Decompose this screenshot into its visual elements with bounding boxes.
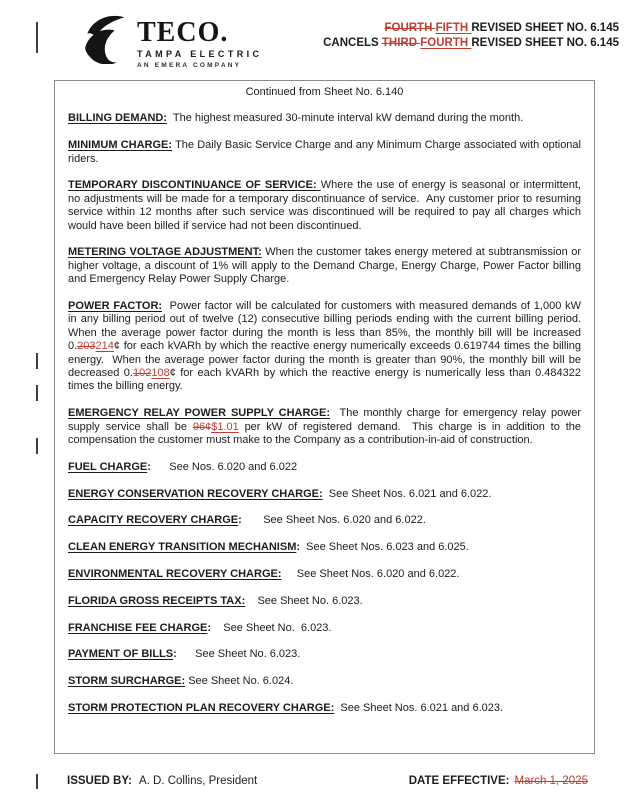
paragraph-heading: CLEAN ENERGY TRANSITION MECHANISM	[68, 541, 297, 554]
paragraph-heading: BILLING DEMAND:	[68, 112, 167, 125]
issued-by-value: A. D. Collins, President	[138, 775, 258, 787]
paragraph-temporary-discontinuance	[68, 179, 585, 233]
paragraph-heading: TEMPORARY DISCONTINUANCE OF SERVICE:	[68, 179, 321, 192]
text-run: See Sheet No. 6.023.	[211, 621, 332, 634]
text-run: See Sheet Nos. 6.021 and 6.023.	[334, 702, 504, 715]
text-run: See Sheet Nos. 6.020 and 6.022.	[281, 568, 460, 581]
paragraph-heading: METERING VOLTAGE ADJUSTMENT:	[68, 246, 262, 259]
paragraph-storm-protection-plan-recovery-charge	[68, 702, 581, 715]
text-run: :	[207, 621, 212, 634]
paragraph-heading: MINIMUM CHARGE:	[68, 139, 173, 152]
logo-tagline: AN EMERA COMPANY	[137, 62, 242, 69]
paragraph-power-factor	[68, 300, 588, 394]
text-run: REVISED SHEET NO. 6.145	[471, 37, 619, 49]
paragraph-payment-of-bills	[68, 648, 581, 661]
sheet-footer	[67, 774, 588, 788]
inserted-text: 108	[151, 367, 170, 380]
teco-logo	[83, 12, 262, 70]
issued-by-group	[67, 774, 257, 788]
text-run: ¢ for each kVARh by which the reactive energy numerically exceeds 0.619744 times the billing energy. When the average power factor during the month is greater than 90%, the monthly bill will be decreased 0.	[68, 340, 585, 380]
date-effective-value: March 1, 2025	[514, 775, 588, 787]
paragraph-heading: STORM SURCHARGE:	[68, 675, 186, 688]
tariff-text-box	[54, 80, 595, 754]
paragraph-energy-conservation-recovery-charge	[68, 488, 581, 501]
paragraph-environmental-recovery-charge	[68, 568, 581, 581]
inserted-text: FOURTH	[420, 37, 472, 49]
inserted-text: $1.01	[211, 420, 239, 433]
deleted-text: 102	[132, 367, 152, 380]
paragraph-heading: ENERGY CONSERVATION RECOVERY CHARGE:	[68, 487, 323, 500]
deleted-text: THIRD	[381, 37, 421, 49]
change-bar	[36, 22, 38, 53]
text-run: :	[147, 460, 151, 473]
paragraph-heading: EMERGENCY RELAY POWER SUPPLY CHARGE:	[68, 407, 330, 420]
change-bar	[36, 438, 38, 454]
paragraph-emergency-relay-power-supply-charge	[68, 407, 585, 447]
paragraph-heading: FRANCHISE FEE CHARGE	[68, 621, 208, 634]
text-run: ¢ for each kVARh by which the reactive energy is numerically less than 0.484322 times the billing energy.	[68, 367, 585, 393]
text-run: The highest measured 30-minute interval kW demand during the month.	[167, 112, 524, 125]
change-bar	[36, 385, 38, 401]
text-run: The Daily Basic Service Charge and any Minimum Charge associated with optional riders.	[68, 139, 585, 165]
logo-company-name: TAMPA ELECTRIC	[137, 49, 263, 59]
paragraph-storm-surcharge	[68, 675, 581, 688]
deleted-text: FOURTH	[384, 22, 436, 34]
revision-line-2	[323, 36, 619, 51]
paragraph-heading: ENVIRONMENTAL RECOVERY CHARGE:	[68, 568, 282, 581]
text-run: :	[238, 514, 242, 527]
change-bar	[36, 353, 38, 369]
paragraph-franchise-fee-charge	[68, 622, 581, 635]
deleted-text: 96¢	[192, 420, 212, 433]
paragraph-minimum-charge	[68, 139, 585, 166]
inserted-text: 214	[95, 340, 114, 353]
paragraph-fuel-charge	[68, 461, 581, 474]
text-run: When the customer takes energy metered at subtransmission or higher voltage, a discount of 1% will apply to the Demand Charge, Energy Charge, Power Factor billing and Emergency Relay Power Supply Charge.	[68, 246, 585, 286]
paragraph-heading: FLORIDA GROSS RECEIPTS TAX:	[68, 594, 246, 607]
text-run: See Sheet No. 6.024.	[185, 675, 294, 688]
tariff-paragraphs	[68, 112, 588, 715]
text-run: :	[173, 648, 177, 661]
text-run: See Sheet No. 6.023.	[176, 648, 301, 661]
issued-by-label: ISSUED BY:	[67, 775, 132, 787]
text-run: See Nos. 6.020 and 6.022	[150, 460, 298, 473]
revision-line-1	[323, 21, 619, 36]
sheet-revision-block	[323, 21, 619, 51]
text-run: CANCELS	[323, 37, 382, 49]
paragraph-capacity-recovery-charge	[68, 514, 581, 527]
text-run: :	[296, 541, 301, 554]
continued-from-line: Continued from Sheet No. 6.140	[245, 86, 404, 98]
date-effective-group	[409, 774, 588, 788]
text-run: REVISED SHEET NO. 6.145	[471, 22, 619, 34]
inserted-text: FIFTH	[435, 22, 472, 34]
date-effective-label: DATE EFFECTIVE:	[408, 775, 510, 787]
text-run: See Sheet Nos. 6.021 and 6.022.	[322, 487, 492, 500]
teco-swoosh-icon	[83, 12, 131, 64]
text-run: See Sheet Nos. 6.020 and 6.022.	[241, 514, 426, 527]
text-run: Power factor will be calculated for customers with measured demands of 1,000 kW in any billing period out of twelve (12) consecutive billing periods ending with the current billing period. When the average power factor during the month is less than 85%, the monthly bill will be increased 0.	[68, 300, 588, 353]
paragraph-clean-energy-transition-mechanism	[68, 541, 581, 554]
paragraph-heading: STORM PROTECTION PLAN RECOVERY CHARGE:	[68, 702, 335, 715]
text-run: per kW of registered demand. This charge is in addition to the compensation the customer must make to the Company as a contribution-in-aid of construction.	[68, 420, 585, 447]
text-run: See Sheet Nos. 6.023 and 6.025.	[300, 541, 469, 554]
change-bar	[36, 774, 38, 789]
paragraph-heading: CAPACITY RECOVERY CHARGE	[68, 514, 239, 527]
text-run: See Sheet No. 6.023.	[245, 594, 363, 607]
text-run: Where the use of energy is seasonal or intermittent, no adjustments will be made for a temporary discontinuance of service. Any customer prior to resuming service within 12 months after such service was discontinued will be required to pay all charges which would have been billed if service had not been discontinued.	[68, 179, 585, 232]
paragraph-metering-voltage-adjustment	[68, 246, 585, 286]
deleted-text: 203	[77, 340, 96, 353]
text-run: The monthly charge for emergency relay power supply service shall be	[68, 407, 585, 433]
logo-text-block	[137, 12, 262, 70]
paragraph-billing-demand	[68, 112, 581, 125]
paragraph-heading: POWER FACTOR:	[68, 300, 163, 313]
paragraph-florida-gross-receipts-tax	[68, 595, 581, 608]
paragraph-heading: PAYMENT OF BILLS	[68, 648, 174, 661]
paragraph-heading: FUEL CHARGE	[68, 460, 148, 473]
logo-wordmark: TECO.	[137, 17, 229, 48]
